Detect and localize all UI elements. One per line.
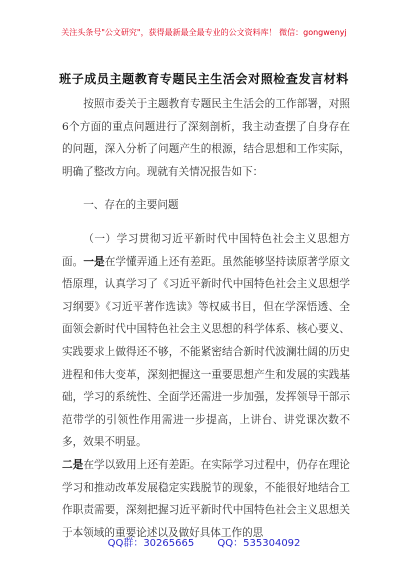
section-heading: 一、存在的主要问题 <box>83 199 179 212</box>
point2-text: 在学以致用上还有差距。在实际学习过程中，仍存在理论学习和推动改革发展稳定实践脱节的现象，不能很好地结合工作职责需要，深刻把握习近平新时代中国特色社会主义思想关于本领域的重要论述以及做好具体工作的思 <box>62 458 351 539</box>
subsection-paragraph <box>62 228 350 454</box>
header-promo-text: 关注头条号"公文研究"，获得最新最全最专业的公文资料库！ 微信：gongwenyj <box>61 28 347 37</box>
point2-lead: 二是 <box>62 458 84 471</box>
document-title: 班子成员主题教育专题民主生活会对照检查发言材料 <box>59 72 349 86</box>
document-body <box>62 93 350 544</box>
footer-qq-number: QQ：535304092 <box>217 538 301 549</box>
subsection-prefix: （一）学习贯彻习近平新时代中国特色社会主义思想方面。 <box>62 232 350 268</box>
intro-paragraph: 按照市委关于主题教育专题民主生活会的工作部署，对照6个方面的重点问题进行了深刻剖析，我主动查摆了自身存在的问题，深入分析了问题产生的根源，结合思想和工作实际，明确了整改方向。现就有关情况报告如下： <box>62 98 350 178</box>
footer-qq-group: QQ群：30265665 <box>107 538 195 549</box>
point1-lead: 一是 <box>83 255 105 268</box>
point2-paragraph <box>62 454 350 544</box>
footer-contacts <box>0 534 408 549</box>
point1-text: 在学懂弄通上还有差距。虽然能够坚持读原著学原文悟原理，认真学习了《习近平新时代中国特色社会主义思想学习纲要》《习近平著作选读》等权威书目，但在学深悟透、全面领会新时代中国特色社会主义思想的科学体系、核心要义、实践要求上做得还不够，不能紧密结合新时代波澜壮阔的历史进程和伟大变革，深刻把握这一重要思想产生和发展的实践基础，学习的系统性、全面学还需进一步加强，发挥领导干部示范带学的引领性作用需进一步提高，上讲台、讲党课次数不多，效果不明显。 <box>62 255 351 449</box>
